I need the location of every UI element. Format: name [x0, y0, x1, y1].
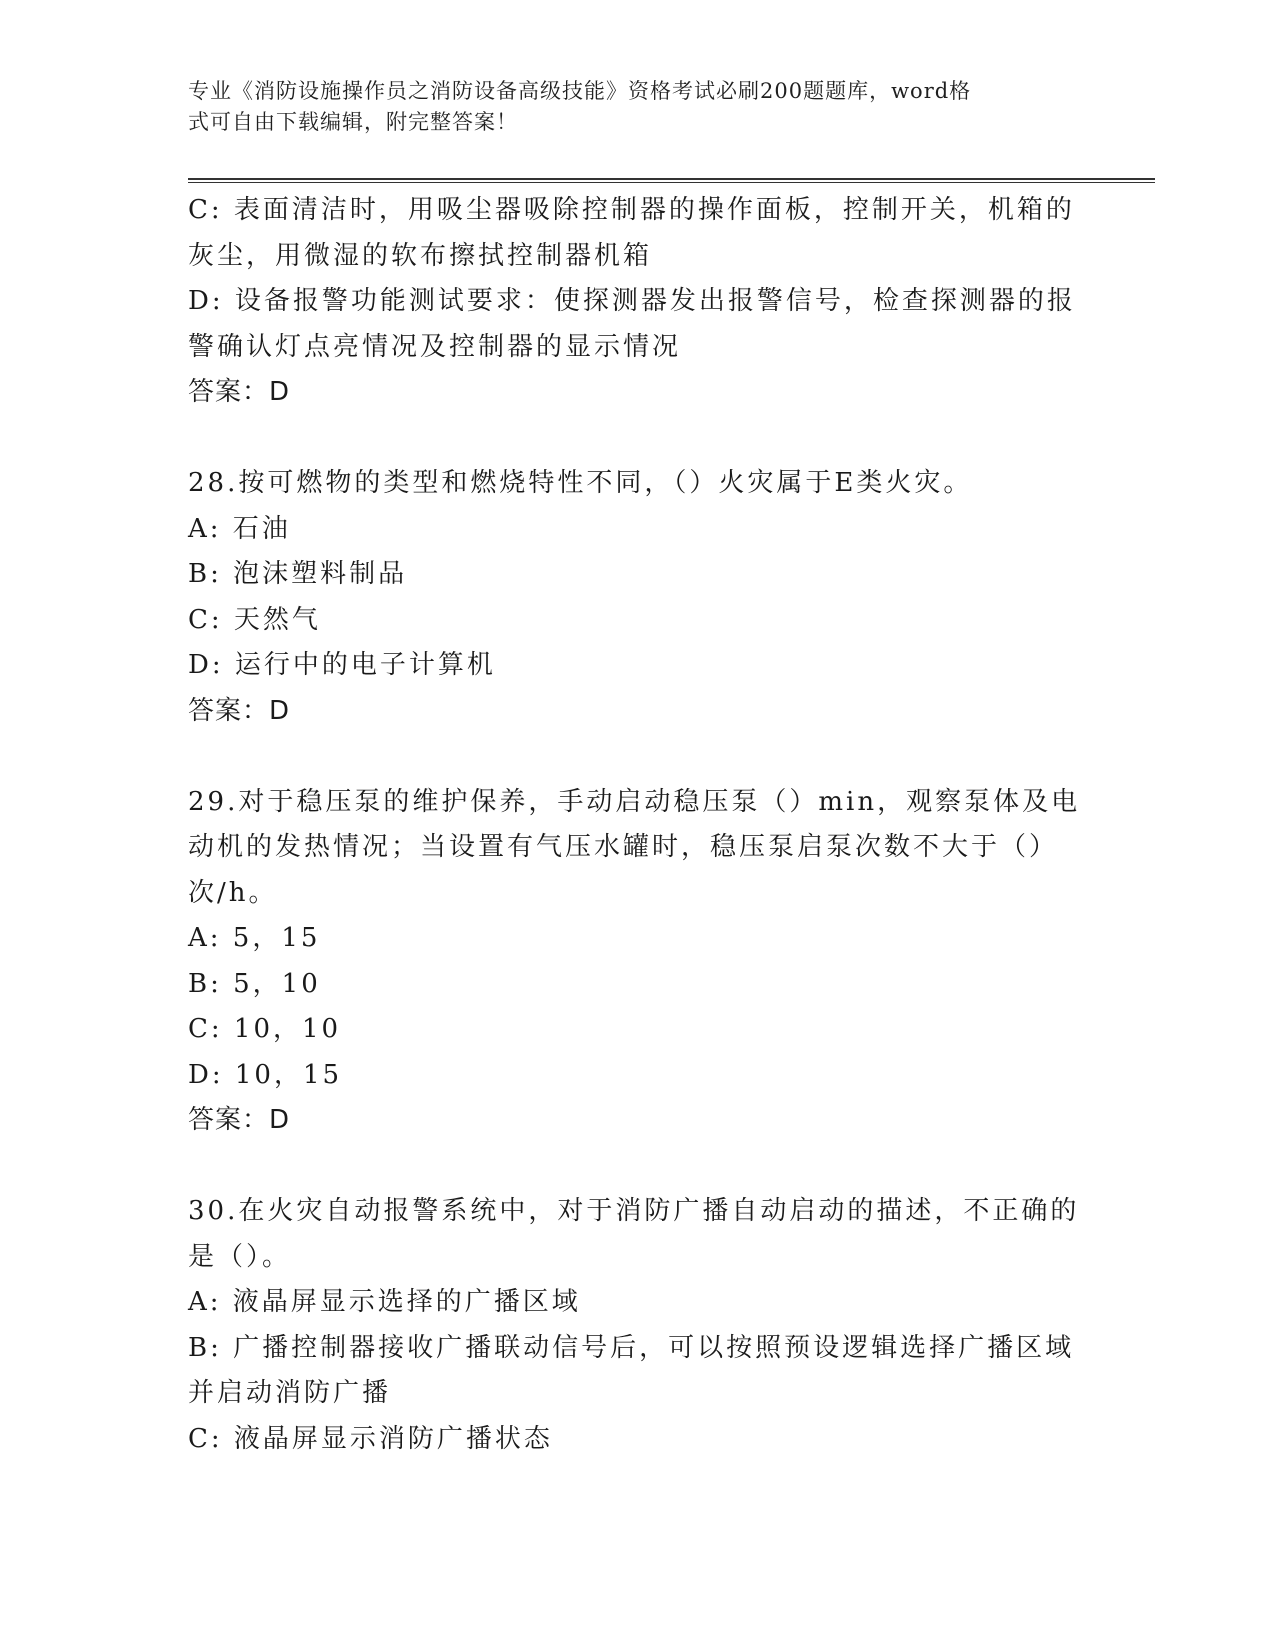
question-29 — [188, 780, 1088, 1144]
header-title-line-1: 专业《消防设施操作员之消防设备高级技能》资格考试必刷200题题库，word格 — [188, 79, 972, 103]
header-divider — [188, 178, 1155, 183]
question-30 — [188, 1189, 1088, 1462]
option-a: A: 5，15 — [188, 923, 321, 953]
spacer — [188, 734, 1088, 780]
question-text-continued: 次/h。 — [188, 877, 278, 908]
option-b: B: 5，10 — [188, 968, 321, 999]
question-text-continued: 是（）。 — [188, 1241, 292, 1272]
spacer — [188, 416, 1088, 462]
answer: 答案：D — [188, 377, 291, 407]
option-b: B: 广播控制器接收广播联动信号后，可以按照预设逻辑选择广播区域 — [188, 1332, 1075, 1363]
question-text: 29.对于稳压泵的维护保养，手动启动稳压泵（）min，观察泵体及电 — [188, 786, 1081, 817]
option-a: A: 液晶屏显示选择的广播区域 — [188, 1287, 581, 1317]
question-28 — [188, 461, 1088, 734]
question-text-continued: 动机的发热情况；当设置有气压水罐时，稳压泵启泵次数不大于（） — [188, 832, 1059, 862]
option-d: D: 运行中的电子计算机 — [188, 650, 496, 680]
option-d-continued: 警确认灯点亮情况及控制器的显示情况 — [188, 331, 682, 362]
option-d: D: 10，15 — [188, 1059, 343, 1090]
answer: 答案：D — [188, 1105, 291, 1135]
page-header — [188, 76, 1068, 138]
question-content — [188, 188, 1088, 1462]
answer: 答案：D — [188, 695, 291, 726]
option-a: A: 石油 — [188, 513, 291, 544]
option-d: D: 设备报警功能测试要求：使探测器发出报警信号，检查探测器的报 — [188, 286, 1076, 316]
header-title-line-2: 式可自由下载编辑，附完整答案！ — [188, 110, 518, 134]
option-c: C: 表面清洁时，用吸尘器吸除控制器的操作面板，控制开关，机箱的 — [188, 195, 1075, 225]
question-text: 30.在火灾自动报警系统中，对于消防广播自动启动的描述，不正确的 — [188, 1196, 1080, 1226]
option-c-continued: 灰尘，用微湿的软布擦拭控制器机箱 — [188, 240, 653, 271]
question-27-tail — [188, 188, 1088, 416]
question-text: 28.按可燃物的类型和燃烧特性不同，（）火灾属于E类火灾。 — [188, 468, 973, 498]
option-b-continued: 并启动消防广播 — [188, 1378, 392, 1408]
option-c: C: 天然气 — [188, 604, 321, 635]
option-c: C: 液晶屏显示消防广播状态 — [188, 1423, 553, 1454]
option-b: B: 泡沫塑料制品 — [188, 559, 408, 589]
option-c: C: 10，10 — [188, 1014, 342, 1044]
spacer — [188, 1144, 1088, 1190]
